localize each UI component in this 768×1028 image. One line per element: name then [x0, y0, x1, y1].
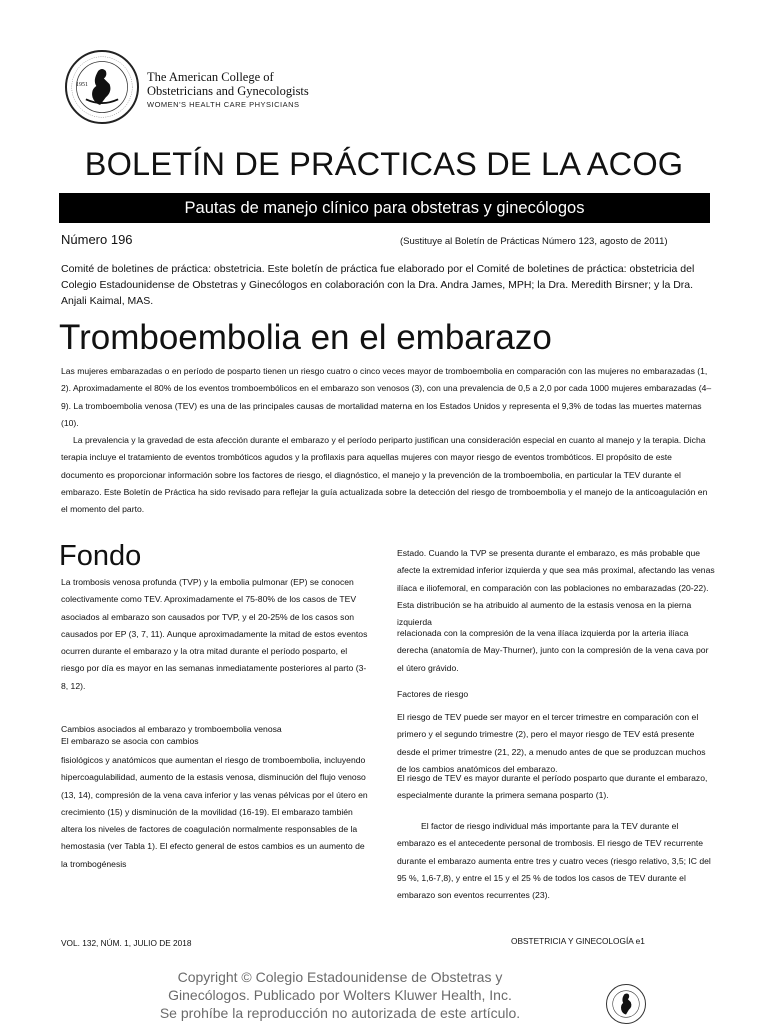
issue-number: Número 196 [61, 232, 133, 247]
replaces-note: (Sustituye al Boletín de Prácticas Número 123, agosto de 2011) [400, 236, 668, 247]
copyright-line-2: Ginecólogos. Publicado por Wolters Kluwer Health, Inc. [168, 987, 512, 1003]
left-paragraph-1: La trombosis venosa profunda (TVP) y la embolia pulmonar (EP) se conocen colectivamente como TEV. Aproximadamente el 75-80% de los casos de TEV asociados al embarazo son causados por TVP, y el 20-25% de los casos son causados por EP (3, 7, 11). Aunque aproximadamente la mitad de estos eventos ocurren durante el embarazo y la otra mitad durante el período posparto, el riesgo por día es mayor en las semanas inmediatamente posteriores al parto (3-8, 12). [61, 577, 368, 691]
seal-year: 1951 [76, 82, 88, 88]
acog-seal-small-icon [606, 984, 646, 1024]
section-title: Fondo [59, 540, 142, 572]
copyright-line-3: Se prohíbe la reproducción no autorizada de este artículo. [159, 1005, 521, 1021]
intro-paragraph-2: La prevalencia y la gravedad de esta afección durante el embarazo y el período periparto justifican una consideración especial en cuanto al manejo y la terapia. Dicha terapia incluye el tratamiento de eventos trombóticos agudos y la profilaxis para aquellas mujeres con mayor riesgo de eventos trombóticos. El propósito de este documento es proporcionar información sobre los factores de riesgo, el diagnóstico, el manejo y la prevención de la tromboembolia, en particular la TEV durante el embarazo. Este Boletín de Práctica ha sido revisado para reflejar la guía actualizada sobre la detección del riesgo de tromboembolia y el manejo de la anticoagulación en el momento del parto. [61, 435, 708, 515]
copyright-notice [80, 968, 600, 1022]
left-paragraph-2: fisiológicos y anatómicos que aumentan el riesgo de tromboembolia, incluyendo hipercoagulabilidad, aumento de la estasis venosa, disminución del flujo venoso (13, 14), compresión de la vena cava inferior y las venas pélvicas por el útero en crecimiento (15) y disminución de la movilidad (16-19). El embarazo también altera los niveles de factores de coagulación normalmente responsables de la hemostasia (ver Tabla 1). El efecto general de estos cambios es un aumento de la trombogénesis [61, 755, 368, 869]
footer-volume: VOL. 132, NÚM. 1, JULIO DE 2018 [61, 938, 192, 948]
right-paragraph-1b: relacionada con la compresión de la vena ilíaca izquierda por la arteria ilíaca derecha (anatomía de May-Thurner), junto con la compresión de la vena cava por el útero grávido. [397, 628, 709, 673]
bulletin-title: BOLETÍN DE PRÁCTICAS DE LA ACOG [84, 146, 684, 182]
committee-note: Comité de boletines de práctica: obstetricia. Este boletín de práctica fue elaborado por el Comité de boletines de práctica: obstetricia del Colegio Estadounidense de Obstetras y Ginecólogos en colaboración con la Dra. Andra James, MPH; la Dra. Meredith Birsner; y la Dra. Anjali Kaimal, MAS. [61, 263, 695, 307]
org-name-line2: Obstetricians and Gynecologists [147, 84, 309, 98]
copyright-line-1: Copyright © Colegio Estadounidense de Obstetras y [177, 969, 503, 985]
right-paragraph-2: El riesgo de TEV puede ser mayor en el tercer trimestre en comparación con el primero y el segundo trimestre (2), pero el mayor riesgo de TEV está presente desde el primer trimestre (21, 22), a menudo antes de que se produzcan muchos de los cambios anatómicos del embarazo. [397, 712, 706, 774]
right-paragraph-1: Estado. Cuando la TVP se presenta durante el embarazo, es más probable que afecte la extremidad inferior izquierda y que sea más proximal, afectando las venas ilíaca e iliofemoral, en comparación con las poblaciones no embarazadas (20-22). Esta distribución se ha atribuido al aumento de la estasis venosa en la pierna izquierda [397, 548, 715, 628]
article-title: Tromboembolia en el embarazo [59, 318, 552, 357]
right-paragraph-4: El factor de riesgo individual más importante para la TEV durante el embarazo es el antecedente personal de trombosis. El riesgo de TEV recurrente durante el embarazo aumenta entre tres y cuatro veces (riesgo relativo, 3,5; IC del 95 %, 1,6-7,8), y entre el 15 y el 25 % de todos los casos de TEV durante el embarazo son eventos recurrentes (23). [397, 821, 711, 901]
footer-journal: OBSTETRICIA Y GINECOLOGÍA e1 [511, 936, 645, 946]
org-tagline: WOMEN'S HEALTH CARE PHYSICIANS [147, 100, 300, 109]
right-paragraph-3: El riesgo de TEV es mayor durante el período posparto que durante el embarazo, especialmente durante la primera semana posparto (1). [397, 773, 708, 801]
intro-paragraph-1: Las mujeres embarazadas o en período de posparto tienen un riesgo cuatro o cinco veces mayor de tromboembolia en comparación con las mujeres no embarazadas (1, 2). Aproximadamente el 80% de los eventos tromboembólicos en el embarazo son venosos (3), con una prevalencia de 0,5 a 2,0 por cada 1000 mujeres embarazadas (4–9). La tromboembolia venosa (TEV) es una de las principales causas de mortalidad materna en los Estados Unidos y representa el 9,3% de todas las muertes maternas (10). [61, 366, 712, 428]
side-watermark-strip [26, 240, 34, 680]
bulletin-banner: Pautas de manejo clínico para obstetras y ginecólogos [59, 193, 710, 223]
left-subheading-2: El embarazo se asocia con cambios [61, 736, 199, 746]
right-subheading: Factores de riesgo [397, 689, 469, 699]
org-logo-text [147, 70, 309, 109]
intro-text [61, 363, 713, 519]
left-subheading: Cambios asociados al embarazo y tromboembolia venosa [61, 724, 282, 734]
org-name-line1: The American College of [147, 70, 274, 84]
